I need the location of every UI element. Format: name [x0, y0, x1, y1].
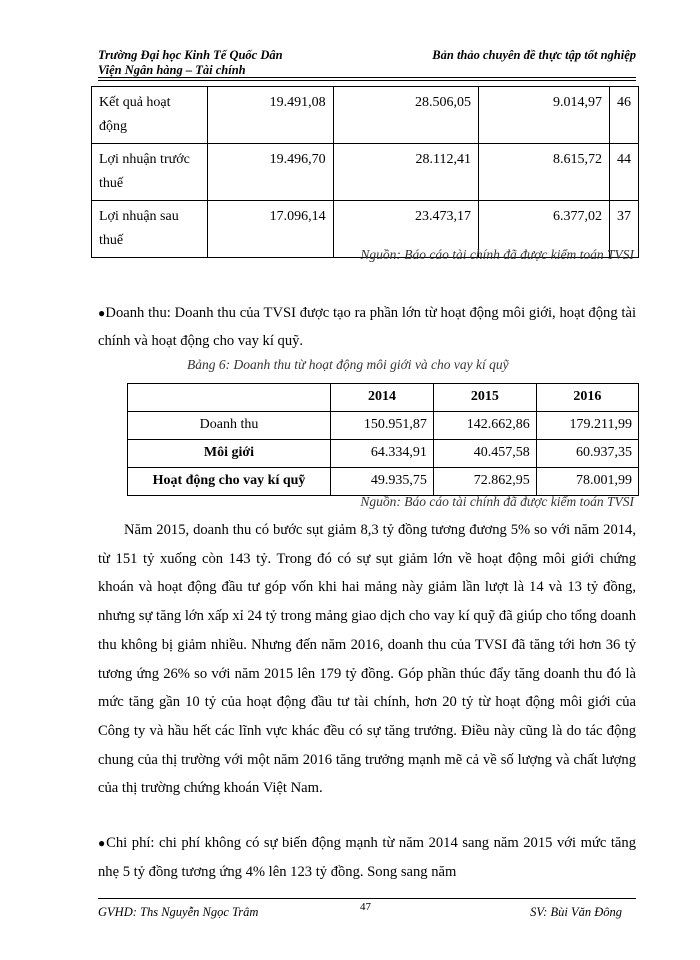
value-difference: 9.014,97: [479, 87, 610, 144]
school-name: Trường Đại học Kinh Tế Quốc Dân: [98, 48, 283, 62]
value-difference: 6.377,02: [479, 201, 610, 258]
bullet-icon: ●: [98, 306, 106, 320]
table2-source-note: Nguồn: Báo cáo tài chính đã được kiểm toán TVSI: [360, 494, 634, 509]
row-label: Doanh thu: [128, 412, 331, 440]
table2-caption: Bảng 6: Doanh thu từ hoạt động môi giới và cho vay kí quỹ: [187, 357, 509, 372]
table-row: [92, 87, 639, 144]
row-label: Kết quả hoạt động: [92, 87, 208, 144]
header-rule-top: [98, 77, 636, 78]
table-row: [128, 468, 639, 496]
profit-results-table: [91, 86, 639, 258]
row-label: Môi giới: [128, 440, 331, 468]
revenue-table: [127, 383, 639, 496]
row-label: Lợi nhuận sau thuế: [92, 201, 208, 258]
value-2014: 19.496,70: [207, 144, 333, 201]
header-empty-cell: [128, 384, 331, 412]
value-cell: 60.937,35: [536, 440, 638, 468]
value-cell: 72.862,95: [433, 468, 536, 496]
value-cell: 64.334,91: [331, 440, 434, 468]
value-percent: 46: [610, 87, 639, 144]
value-cell: 78.001,99: [536, 468, 638, 496]
table-row: [128, 412, 639, 440]
row-label: Lợi nhuận trước thuế: [92, 144, 208, 201]
value-cell: 49.935,75: [331, 468, 434, 496]
institute-name: Viện Ngân hàng – Tài chính: [98, 63, 246, 77]
year-header: 2016: [536, 384, 638, 412]
value-percent: 37: [610, 201, 639, 258]
cost-paragraph: [98, 829, 636, 886]
footer-rule: [98, 898, 636, 899]
analysis-paragraph: Năm 2015, doanh thu có bước sụt giảm 8,3 tỷ đồng tương đương 5% so với năm 2014, từ 151 tỷ xuống còn 143 tỷ. Trong đó có sự sụt giảm lớn về hoạt động môi giới chứng khoán và hoạt động đầu tư góp vốn khi hai mảng này giảm lần lượt là 14 và 13 tỷ đồng, nhưng sự tăng lớn xấp xỉ 24 tỷ trong mảng giao dịch cho vay kí quỹ đã giúp cho tổng doanh thu không bị giảm nhiều. Nhưng đến năm 2016, doanh thu của TVSI đã tăng tới hơn 36 tỷ tương ứng 26% so với năm 2015 lên 179 tỷ đồng. Góp phần thúc đẩy tăng doanh thu đó là mức tăng gần 10 tỷ của hoạt động đầu tư tài chính, hơn 20 tỷ từ hoạt động môi giới của Công ty và hầu hết các lĩnh vực khác đều có sự tăng trưởng. Điều này cũng là do tác động chung của thị trường với một năm 2016 tăng trưởng mạnh mẽ cả về số lượng và chất lượng của thị trường chứng khoán Việt Nam.: [98, 522, 636, 797]
revenue-paragraph: [98, 299, 636, 355]
advisor-name: GVHD: Ths Nguyễn Ngọc Trâm: [98, 905, 259, 919]
value-2015: 28.112,41: [333, 144, 478, 201]
student-name: SV: Bùi Văn Đông: [530, 905, 622, 919]
year-header: 2014: [331, 384, 434, 412]
value-2014: 17.096,14: [207, 201, 333, 258]
document-title: Bản thảo chuyên đề thực tập tốt nghiệp: [432, 48, 636, 62]
table-row: [128, 440, 639, 468]
page-number: 47: [360, 901, 371, 913]
revenue-text: Doanh thu: Doanh thu của TVSI được tạo ra phần lớn từ hoạt động môi giới, hoạt động tài chính và hoạt động cho vay kí quỹ.: [98, 305, 636, 349]
value-cell: 179.211,99: [536, 412, 638, 440]
cost-text: Chi phí: chi phí không có sự biến động mạnh từ năm 2014 sang năm 2015 với mức tăng nhẹ 5 tỷ đồng tương ứng 4% lên 123 tỷ đồng. Song sang năm: [98, 835, 636, 880]
bullet-icon: ●: [98, 836, 107, 850]
value-2014: 19.491,08: [207, 87, 333, 144]
value-cell: 150.951,87: [331, 412, 434, 440]
page-header: [98, 48, 636, 78]
value-2015: 23.473,17: [333, 201, 478, 258]
value-2015: 28.506,05: [333, 87, 478, 144]
table-row: [92, 144, 639, 201]
header-rule-bottom: [98, 80, 636, 81]
value-percent: 44: [610, 144, 639, 201]
table1-source-note: Nguồn: Báo cáo tài chính đã được kiểm toán TVSI: [360, 247, 634, 262]
table-header-row: [128, 384, 639, 412]
value-cell: 142.662,86: [433, 412, 536, 440]
value-cell: 40.457,58: [433, 440, 536, 468]
value-difference: 8.615,72: [479, 144, 610, 201]
year-header: 2015: [433, 384, 536, 412]
row-label: Hoạt động cho vay kí quỹ: [128, 468, 331, 496]
header-left: [98, 48, 283, 78]
